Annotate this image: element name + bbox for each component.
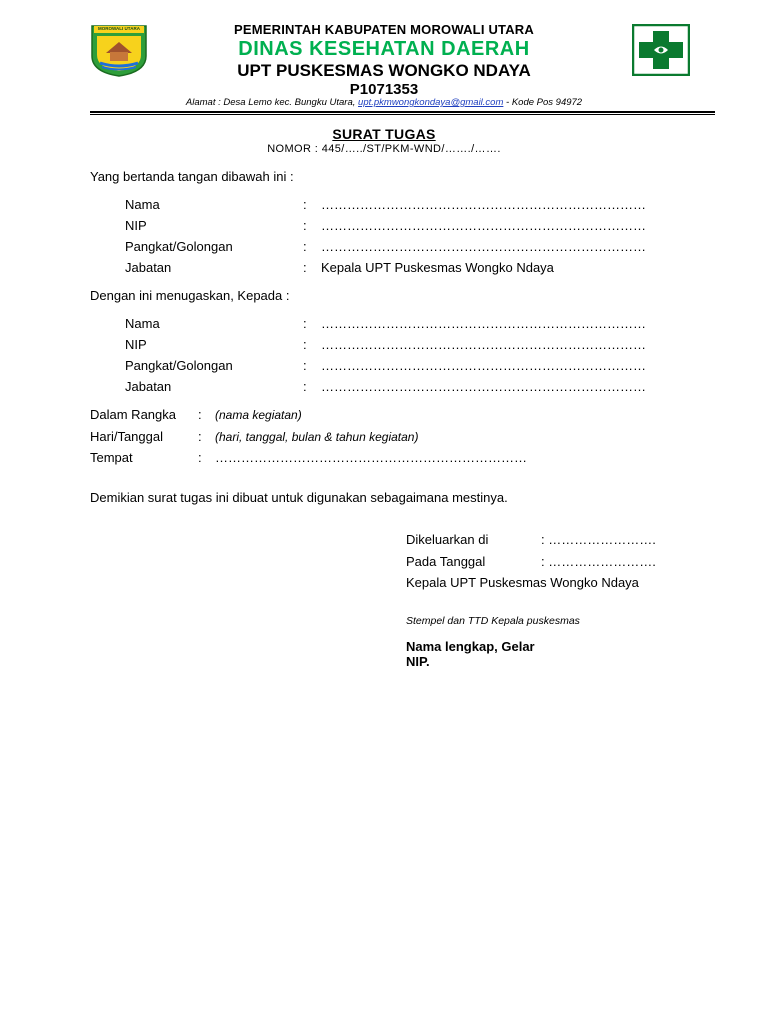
- signer-position-colon: :: [303, 260, 307, 275]
- assignee-name-colon: :: [303, 316, 307, 331]
- signer-name-value: …………………………………………………………………: [321, 197, 646, 212]
- unit-name: UPT PUSKESMAS WONGKO NDAYA: [237, 61, 531, 80]
- purpose-value: (nama kegiatan): [215, 408, 302, 422]
- place-label: Tempat: [90, 450, 133, 465]
- issued-date-label: Pada Tanggal: [406, 554, 486, 569]
- signer-rank-value: …………………………………………………………………: [321, 239, 646, 254]
- signatory-name: Nama lengkap, Gelar: [406, 639, 535, 654]
- assign-intro: Dengan ini menugaskan, Kepada :: [90, 288, 290, 303]
- assignee-name-label: Nama: [125, 316, 160, 331]
- letter-number: NOMOR : 445/…../ST/PKM-WND/……./…….: [267, 143, 501, 155]
- issued-place-label: Dikeluarkan di: [406, 532, 489, 547]
- place-value: ………………………………………………………………: [215, 450, 527, 465]
- signer-nip-value: …………………………………………………………………: [321, 218, 646, 233]
- date-colon: :: [198, 429, 202, 444]
- signer-rank-colon: :: [303, 239, 307, 254]
- purpose-colon: :: [198, 407, 202, 422]
- signer-nip-label: NIP: [125, 218, 147, 233]
- signatory-nip: NIP.: [406, 654, 430, 669]
- signer-position-value: Kepala UPT Puskesmas Wongko Ndaya: [321, 260, 554, 275]
- assignee-nip-label: NIP: [125, 337, 147, 352]
- letter-title: SURAT TUGAS: [332, 126, 436, 142]
- date-value: (hari, tanggal, bulan & tahun kegiatan): [215, 430, 419, 444]
- government-name: PEMERINTAH KABUPATEN MOROWALI UTARA: [234, 22, 534, 37]
- address-suffix: - Kode Pos 94972: [503, 97, 583, 108]
- assignee-position-colon: :: [303, 379, 307, 394]
- assignee-name-value: …………………………………………………………………: [321, 316, 646, 331]
- assignee-nip-value: …………………………………………………………………: [321, 337, 646, 352]
- assignee-position-label: Jabatan: [125, 379, 172, 394]
- assignee-rank-value: …………………………………………………………………: [321, 358, 646, 373]
- emblem-caption: MOROWALI UTARA: [98, 26, 140, 31]
- unit-code: P1071353: [349, 81, 419, 98]
- signer-intro: Yang bertanda tangan dibawah ini :: [90, 169, 294, 184]
- stamp-note: Stempel dan TTD Kepala puskesmas: [406, 615, 580, 627]
- signer-name-label: Nama: [125, 197, 160, 212]
- signer-rank-label: Pangkat/Golongan: [125, 239, 233, 254]
- place-colon: :: [198, 450, 202, 465]
- purpose-label: Dalam Rangka: [90, 407, 176, 422]
- assignee-position-value: …………………………………………………………………: [321, 379, 646, 394]
- header-rule-thick: [90, 111, 715, 113]
- header-rule-thin: [90, 114, 715, 115]
- date-label: Hari/Tanggal: [90, 429, 163, 444]
- assignee-nip-colon: :: [303, 337, 307, 352]
- address-line: [0, 97, 768, 108]
- issued-place-value: : …………………….: [541, 532, 656, 547]
- address-prefix: Alamat : Desa Lemo kec. Bungku Utara,: [185, 97, 359, 108]
- closing-statement: Demikian surat tugas ini dibuat untuk digunakan sebagaimana mestinya.: [90, 490, 508, 505]
- department-name: DINAS KESEHATAN DAERAH: [238, 38, 530, 60]
- issued-date-value: : …………………….: [541, 554, 656, 569]
- signer-name-colon: :: [303, 197, 307, 212]
- signer-position-label: Jabatan: [125, 260, 172, 275]
- assignee-rank-colon: :: [303, 358, 307, 373]
- issued-position: Kepala UPT Puskesmas Wongko Ndaya: [406, 575, 639, 590]
- assignee-rank-label: Pangkat/Golongan: [125, 358, 233, 373]
- email-link[interactable]: upt.pkmwongkondaya@gmail.com: [358, 97, 504, 108]
- signer-nip-colon: :: [303, 218, 307, 233]
